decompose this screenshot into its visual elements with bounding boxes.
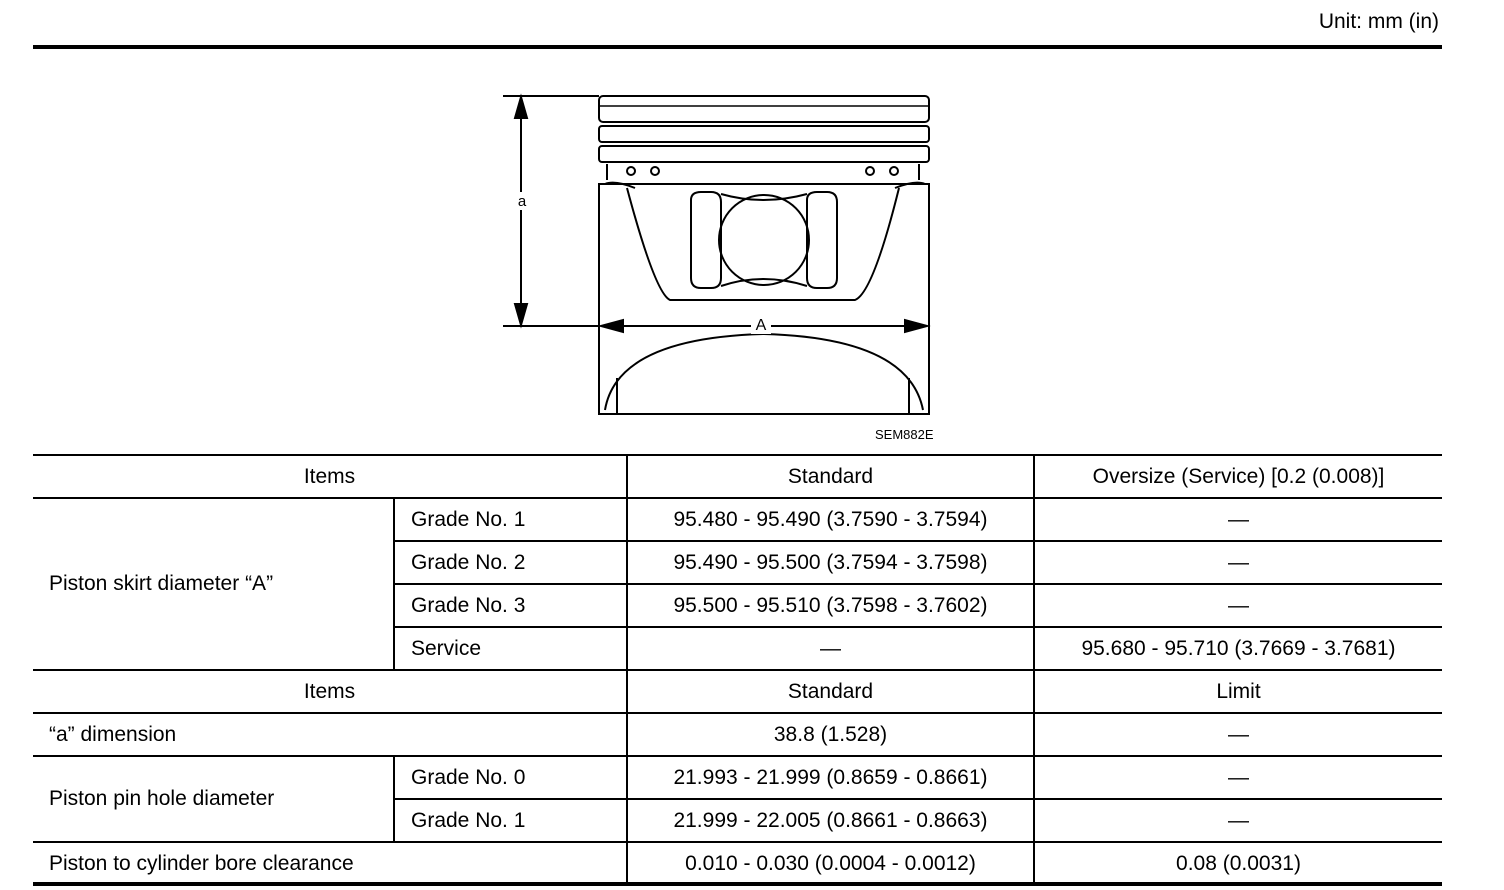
second-ring — [599, 126, 929, 142]
oversize-cell: — — [1034, 498, 1442, 541]
table-row — [33, 756, 1442, 799]
standard-cell: 21.993 - 21.999 (0.8659 - 0.8661) — [627, 756, 1034, 799]
limit-cell: — — [1034, 799, 1442, 842]
limit-cell: 0.08 (0.0031) — [1034, 842, 1442, 884]
standard-cell: 95.480 - 95.490 (3.7590 - 3.7594) — [627, 498, 1034, 541]
table-row — [33, 498, 1442, 541]
pin-hole — [719, 195, 809, 285]
standard-cell: — — [627, 627, 1034, 670]
bottom-rule — [33, 882, 1442, 886]
piston-drawing — [495, 88, 955, 448]
grade-cell: Service — [394, 627, 627, 670]
top-rule — [33, 45, 1442, 49]
oil-ring — [599, 146, 929, 162]
grade-cell: Grade No. 3 — [394, 584, 627, 627]
header-items: Items — [33, 455, 627, 498]
standard-cell: 38.8 (1.528) — [627, 713, 1034, 756]
standard-cell: 95.490 - 95.500 (3.7594 - 3.7598) — [627, 541, 1034, 584]
dimension-a-label: a — [517, 193, 527, 210]
piston-figure — [495, 88, 955, 448]
table2-header-row — [33, 670, 1442, 713]
oversize-cell: 95.680 - 95.710 (3.7669 - 3.7681) — [1034, 627, 1442, 670]
grade-cell: Grade No. 2 — [394, 541, 627, 584]
dimension-A-label: A — [755, 317, 767, 334]
standard-cell: 0.010 - 0.030 (0.0004 - 0.0012) — [627, 842, 1034, 884]
table-row — [33, 713, 1442, 756]
standard-cell: 21.999 - 22.005 (0.8661 - 0.8663) — [627, 799, 1034, 842]
table1-header-row — [33, 455, 1442, 498]
pin-hole-label: Piston pin hole diameter — [33, 756, 394, 842]
limit-cell: — — [1034, 713, 1442, 756]
figure-id: SEM882E — [875, 427, 934, 442]
grade-cell: Grade No. 0 — [394, 756, 627, 799]
piston-spec-table — [33, 454, 1442, 884]
oversize-cell: — — [1034, 541, 1442, 584]
header-standard: Standard — [627, 455, 1034, 498]
header-oversize: Oversize (Service) [0.2 (0.008)] — [1034, 455, 1442, 498]
oversize-cell: — — [1034, 584, 1442, 627]
top-ring — [599, 96, 929, 122]
header-standard: Standard — [627, 670, 1034, 713]
unit-label: Unit: mm (in) — [1318, 10, 1439, 33]
grade-cell: Grade No. 1 — [394, 799, 627, 842]
standard-cell: 95.500 - 95.510 (3.7598 - 3.7602) — [627, 584, 1034, 627]
header-items: Items — [33, 670, 627, 713]
grade-cell: Grade No. 1 — [394, 498, 627, 541]
clearance-label: Piston to cylinder bore clearance — [33, 842, 627, 884]
limit-cell: — — [1034, 756, 1442, 799]
table-row — [33, 842, 1442, 884]
piston-skirt-label: Piston skirt diameter “A” — [33, 498, 394, 670]
a-dimension-label: “a” dimension — [33, 713, 627, 756]
header-limit: Limit — [1034, 670, 1442, 713]
